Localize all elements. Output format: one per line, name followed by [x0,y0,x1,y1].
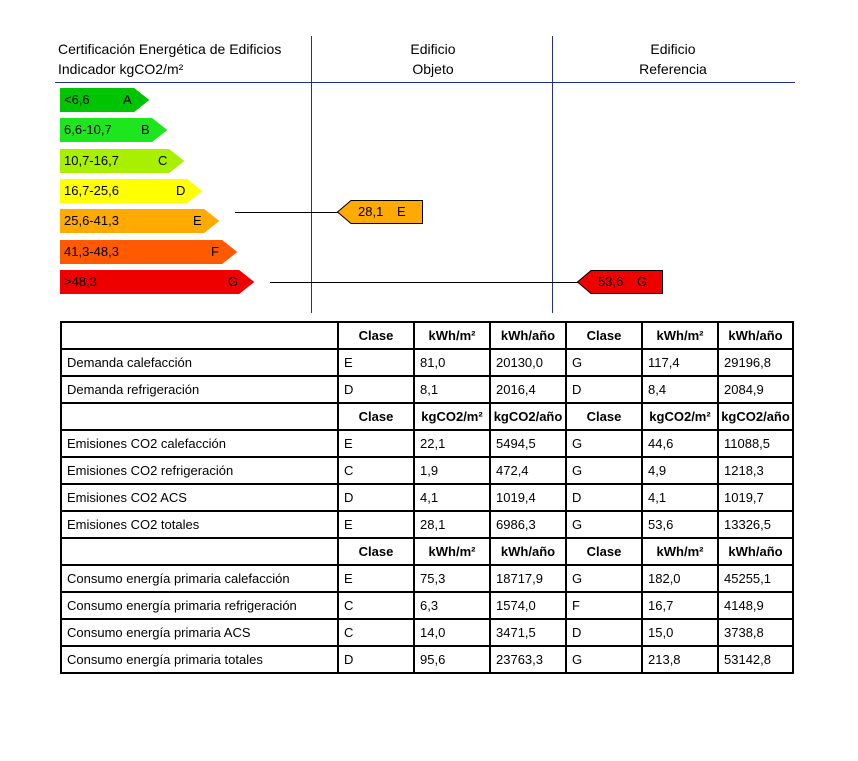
table-cell: 8,4 [642,376,718,403]
table-cell: 1218,3 [718,457,793,484]
table-cell: D [566,484,642,511]
table-cell: 213,8 [642,646,718,673]
objeto-indicator [337,200,423,224]
table-row [61,565,793,592]
column-header: kWh/año [490,322,566,349]
table-row [61,592,793,619]
column-header: kgCO2/m² [414,403,490,430]
header-empty-cell [61,538,338,565]
table-row [61,376,793,403]
table-row [61,430,793,457]
referencia-indicator-value: 53,6 [598,274,624,289]
table-cell: E [338,349,414,376]
scale-class-label: E [193,213,202,228]
column-header: kWh/m² [414,322,490,349]
table-cell: E [338,430,414,457]
table-row [61,511,793,538]
table-cell: 182,0 [642,565,718,592]
scale-bar-d [60,179,203,203]
table-cell: 81,0 [414,349,490,376]
column-header: kgCO2/año [718,403,793,430]
table-cell: C [338,592,414,619]
table-cell: G [566,646,642,673]
scale-class-label: G [228,274,239,289]
scale-bar-f [60,240,238,264]
table-cell: 4,9 [642,457,718,484]
table-cell: 4148,9 [718,592,793,619]
scale-class-label: A [123,92,132,107]
column-header: Clase [566,538,642,565]
table-cell: 28,1 [414,511,490,538]
scale-class-label: C [158,153,168,168]
table-cell: 44,6 [642,430,718,457]
objeto-connector-line [235,212,338,213]
referencia-indicator-class: G [637,274,648,289]
table-cell: 22,1 [414,430,490,457]
table-cell: 3471,5 [490,619,566,646]
objeto-column-divider [311,36,312,313]
table-cell: 75,3 [414,565,490,592]
row-label: Consumo energía primaria refrigeración [61,592,338,619]
table-cell: E [338,565,414,592]
column-header: Clase [566,403,642,430]
scale-class-label: D [176,183,186,198]
table-cell: E [338,511,414,538]
objeto-header-line-2: Objeto [412,61,454,77]
scale-range-label: 6,6-10,7 [64,122,112,137]
header-row-demanda [61,322,793,349]
scale-bar-g [60,270,255,294]
row-label: Demanda calefacción [61,349,338,376]
table-cell: 15,0 [642,619,718,646]
objeto-indicator-value: 28,1 [358,204,384,219]
column-header: kWh/m² [642,322,718,349]
table-cell: 4,1 [642,484,718,511]
scale-bar-a [60,88,150,112]
referencia-header-line-2: Referencia [639,61,707,77]
column-header: Clase [338,322,414,349]
table-cell: 13326,5 [718,511,793,538]
table-cell: G [566,565,642,592]
table-cell: 2084,9 [718,376,793,403]
row-label: Emisiones CO2 calefacción [61,430,338,457]
table-cell: C [338,619,414,646]
scale-range-label: 25,6-41,3 [64,213,119,228]
table-cell: 45255,1 [718,565,793,592]
table-cell: 1,9 [414,457,490,484]
header-empty-cell [61,403,338,430]
table-row [61,349,793,376]
table-cell: F [566,592,642,619]
scale-range-label: 10,7-16,7 [64,153,119,168]
table-cell: 1019,7 [718,484,793,511]
energy-data-table [60,321,794,674]
title-line-1: Certificación Energética de Edificios [58,41,282,57]
objeto-header-line-1: Edificio [410,41,456,57]
table-cell: 16,7 [642,592,718,619]
scale-range-label: 41,3-48,3 [64,244,119,259]
table-cell: 20130,0 [490,349,566,376]
table-cell: D [566,619,642,646]
table-cell: 6986,3 [490,511,566,538]
header-row-consumo [61,538,793,565]
scale-bar-e [60,209,220,233]
column-header: Clase [338,538,414,565]
table-row [61,457,793,484]
scale-bar-c [60,149,185,173]
header-divider [55,82,795,83]
table-cell: 14,0 [414,619,490,646]
row-label: Emisiones CO2 refrigeración [61,457,338,484]
table-cell: C [338,457,414,484]
table-cell: 18717,9 [490,565,566,592]
referencia-column-divider [552,36,553,313]
table-cell: 117,4 [642,349,718,376]
column-header: kWh/año [490,538,566,565]
table-cell: 2016,4 [490,376,566,403]
title-line-2: Indicador kgCO2/m² [58,61,184,77]
column-header: kgCO2/m² [642,403,718,430]
table-cell: 1574,0 [490,592,566,619]
column-header: kWh/año [718,538,793,565]
objeto-header [380,39,486,79]
referencia-header [620,39,726,79]
column-header: Clase [566,322,642,349]
table-cell: 4,1 [414,484,490,511]
scale-range-label: <6,6 [64,92,90,107]
objeto-indicator-class: E [397,204,406,219]
chart-title [58,39,281,79]
scale-range-label: >48,3 [64,274,97,289]
table-cell: D [338,484,414,511]
table-cell: 5494,5 [490,430,566,457]
referencia-header-line-1: Edificio [650,41,696,57]
scale-class-label: F [211,244,219,259]
scale-class-label: B [141,122,150,137]
table-cell: 95,6 [414,646,490,673]
table-cell: 53142,8 [718,646,793,673]
row-label: Emisiones CO2 totales [61,511,338,538]
row-label: Consumo energía primaria totales [61,646,338,673]
column-header: kWh/m² [642,538,718,565]
column-header: kWh/m² [414,538,490,565]
table-cell: 472,4 [490,457,566,484]
table-cell: D [338,646,414,673]
table-cell: 1019,4 [490,484,566,511]
row-label: Consumo energía primaria ACS [61,619,338,646]
scale-bar-b [60,118,168,142]
table-cell: 3738,8 [718,619,793,646]
table-cell: D [566,376,642,403]
header-empty-cell [61,322,338,349]
column-header: kWh/año [718,322,793,349]
table-cell: G [566,430,642,457]
table-cell: 11088,5 [718,430,793,457]
row-label: Consumo energía primaria calefacción [61,565,338,592]
column-header: kgCO2/año [490,403,566,430]
scale-range-label: 16,7-25,6 [64,183,119,198]
row-label: Demanda refrigeración [61,376,338,403]
column-header: Clase [338,403,414,430]
table-cell: G [566,511,642,538]
table-cell: 8,1 [414,376,490,403]
referencia-indicator [577,270,663,294]
table-row [61,484,793,511]
table-row [61,619,793,646]
table-cell: 6,3 [414,592,490,619]
table-cell: 29196,8 [718,349,793,376]
table-cell: 53,6 [642,511,718,538]
row-label: Emisiones CO2 ACS [61,484,338,511]
header-row-emisiones [61,403,793,430]
referencia-connector-line [270,282,578,283]
table-row [61,646,793,673]
table-cell: G [566,457,642,484]
table-cell: 23763,3 [490,646,566,673]
table-cell: D [338,376,414,403]
table-cell: G [566,349,642,376]
